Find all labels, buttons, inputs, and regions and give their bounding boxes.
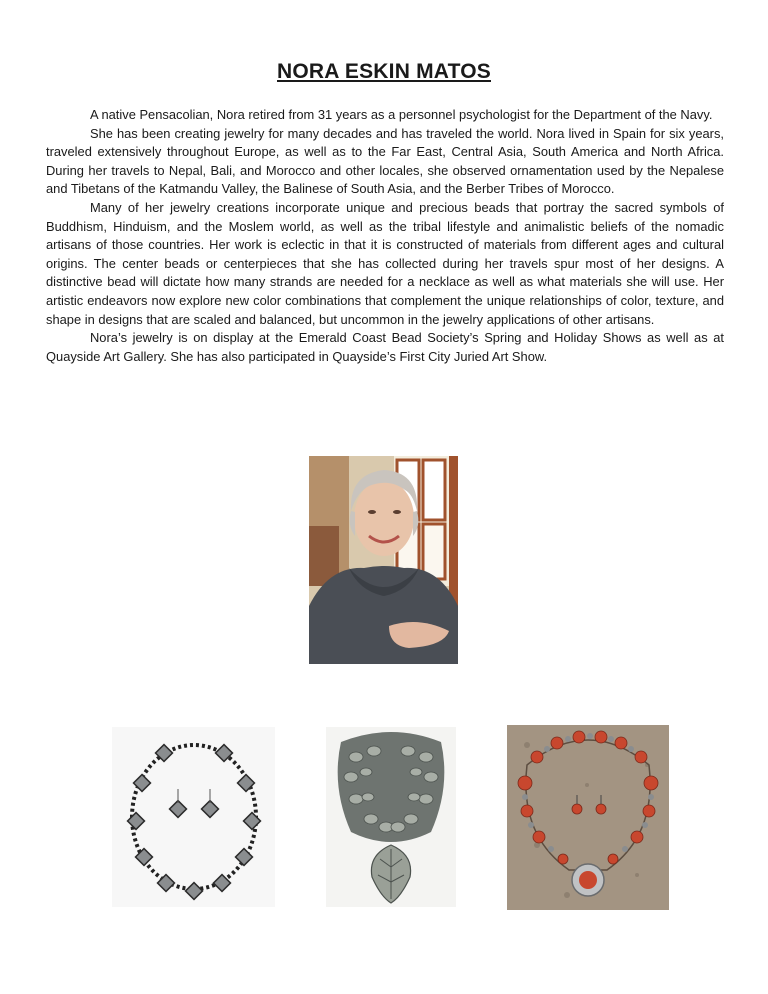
bio-paragraph-1: A native Pensacolian, Nora retired from 31 years as a personnel psychologist for the Department of the Navy. — [90, 107, 713, 122]
bio-paragraph-4: Nora’s jewelry is on display at the Emerald Coast Bead Society’s Spring and Holiday Shows as well as at Quayside Art Gallery. She has also participated in Quayside’s First City Juried Art Show. — [46, 330, 724, 364]
page-title: NORA ESKIN MATOS — [277, 60, 491, 84]
jewelry-photo-silver-necklace — [112, 727, 275, 907]
bio-paragraph-2: She has been creating jewelry for many decades and has traveled the world. Nora lived in Spain for six years, traveled extensively throughout Europe, as well as to the Far East, Central Asia, South America and North Africa. During her travels to Nepal, Bali, and Morocco and other locales, she observed ornamentation used by the Nepalese and Tibetans of the Katmandu Valley, the Balinese of South Asia, and the Berber Tribes of Morocco. — [46, 125, 724, 197]
artist-portrait-photo — [309, 456, 458, 664]
bio-paragraph-3: Many of her jewelry creations incorporate unique and precious beads that portray the sacred symbols of Buddhism, Hinduism, and the Moslem world, as well as the tribal lifestyle and animalistic beliefs of the nomadic artisans of those countries. Her work is eclectic in that it is constructed of materials from different ages and cultural origins. The center beads or centerpieces that she has collected during her travels spur most of her designs. A distinctive bead will dictate how many strands are needed for a necklace as well as what materials she will use. Her artistic endeavors now explore new color combinations that complement the unique relationships of color, texture, and shape in designs that are scaled and balanced, but uncommon in the jewelry applications of other artisans. — [46, 199, 724, 327]
jewelry-photo-shell-necklace — [326, 727, 456, 907]
jewelry-photo-coral-necklace — [507, 725, 669, 910]
bio-text — [46, 106, 724, 366]
